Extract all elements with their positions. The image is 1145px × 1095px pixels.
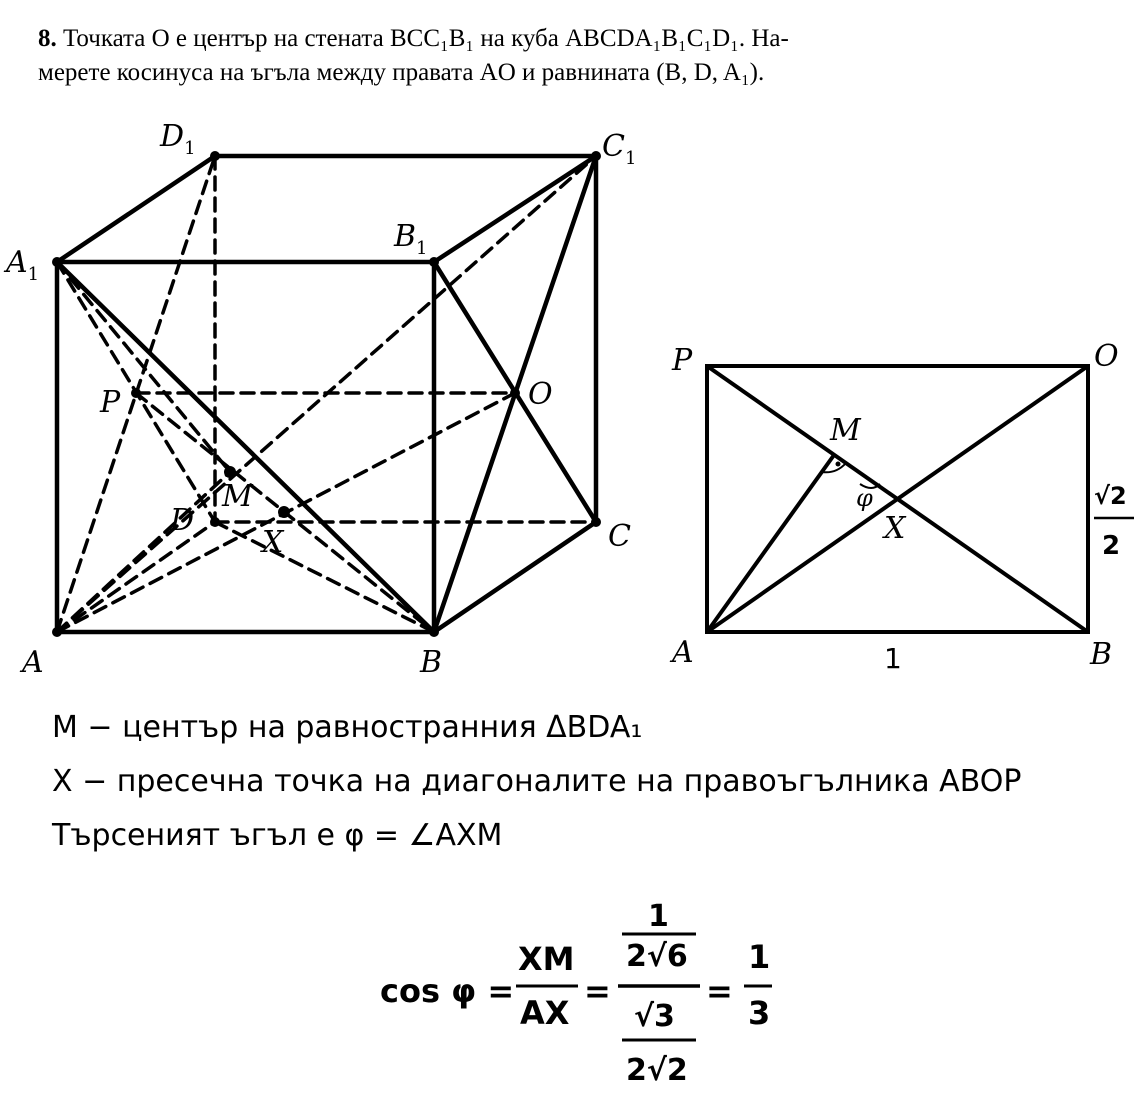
rect-label-a: A	[672, 635, 694, 670]
label-p: P	[100, 385, 121, 420]
formula-top-num: 1	[648, 900, 669, 934]
note-x: X − пресечна точка на диагоналите на правоъгълника ABOP	[52, 764, 1022, 799]
line-a1-m	[57, 262, 230, 472]
rect-label-p: P	[672, 343, 693, 378]
label-x: X	[262, 525, 284, 560]
note-m: M − център на равностранния ΔBDA₁	[52, 710, 643, 745]
cube-diagram	[3, 119, 636, 680]
formula-lhs: cos φ =	[380, 972, 515, 1010]
rect-label-b: B	[1090, 637, 1113, 672]
rect-label-bottom: 1	[884, 642, 902, 675]
point-c1	[591, 151, 601, 161]
point-a	[52, 627, 62, 637]
label-b1: $B_1$	[394, 219, 428, 259]
right-angle-dot	[836, 462, 841, 467]
point-m	[224, 466, 236, 478]
formula-eq1: =	[584, 972, 611, 1010]
rect-label-o: O	[1094, 339, 1119, 374]
point-a1	[52, 257, 62, 267]
point-b	[429, 627, 439, 637]
label-m: M	[222, 479, 253, 514]
rect-label-phi: φ	[856, 484, 873, 512]
cosine-formula	[378, 900, 798, 1090]
label-c: C	[608, 519, 631, 554]
point-c	[591, 517, 601, 527]
formula-res-den: 3	[748, 994, 771, 1032]
point-x	[278, 506, 290, 518]
formula-eq2: =	[706, 972, 733, 1010]
formula-top-den: 2√6	[626, 939, 688, 974]
edge-b-c	[434, 522, 596, 632]
label-d: D	[170, 503, 195, 538]
formula-bot-den: 2√2	[626, 1053, 688, 1088]
formula-bot-num: √3	[634, 999, 675, 1034]
formula-frac1-num: XM	[518, 940, 575, 978]
label-a1: $A_1$	[6, 245, 40, 285]
point-d1	[210, 151, 220, 161]
point-o	[510, 388, 520, 398]
point-d	[210, 517, 220, 527]
segment-a-m	[707, 455, 834, 632]
problem-line-2: мерете косинуса на ъгъла между правата AO и равнината (B, D, A₁).	[38, 59, 765, 86]
diag-a1-b	[57, 262, 434, 632]
label-b: B	[420, 645, 443, 680]
label-c1: $C_1$	[602, 129, 637, 169]
point-b1	[429, 257, 439, 267]
rect-label-x: X	[884, 511, 906, 546]
note-angle: Търсеният ъгъл е φ = ∠AXM	[52, 818, 503, 853]
label-d1: $D_1$	[160, 119, 196, 159]
rectangle-diagram	[669, 339, 1134, 675]
problem-number: 8.	[38, 25, 57, 52]
point-p	[131, 388, 141, 398]
label-a: A	[22, 645, 44, 680]
formula-frac1-den: AX	[520, 994, 570, 1032]
rect-label-m: M	[830, 413, 861, 448]
problem-line-1: Точката O е център на стената BCC₁B₁ на куба ABCDA₁B₁C₁D₁. На-	[63, 25, 789, 52]
formula-res-num: 1	[748, 938, 771, 976]
diag-d-b	[215, 522, 434, 632]
edge-a1-d1	[57, 156, 215, 262]
label-o: O	[528, 377, 553, 412]
rect-side-den: 2	[1102, 531, 1121, 561]
edge-b1-c1	[434, 156, 596, 262]
edge-a-d	[57, 522, 215, 632]
rect-side-num: √2	[1094, 482, 1127, 510]
